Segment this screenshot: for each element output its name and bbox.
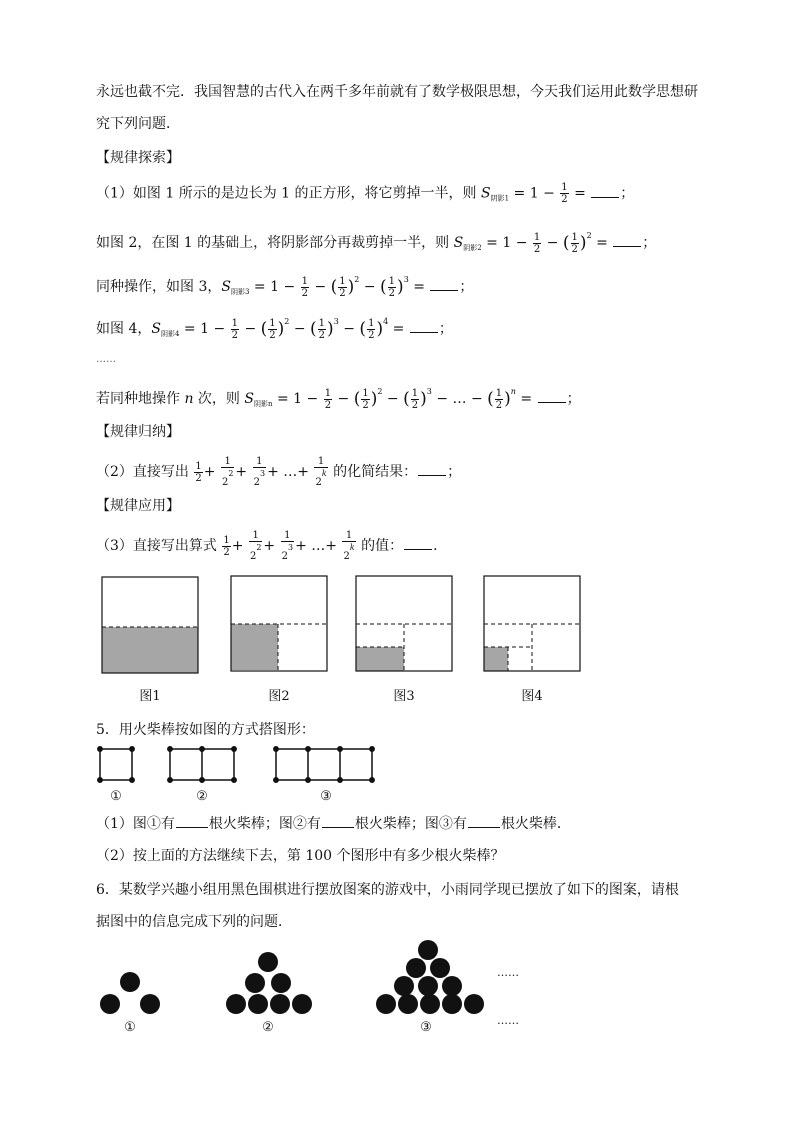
answer-blank[interactable] [176, 815, 208, 828]
more-dots-1: …… [497, 966, 519, 979]
caption-fig1: 图1 [139, 689, 161, 704]
stone-pattern-1 [100, 972, 160, 1014]
intro-line-2: 究下列问题． [96, 116, 180, 132]
stone-pattern-2 [226, 952, 312, 1014]
problem-5: 5．用火柴棒按如图的方式搭图形： [96, 722, 315, 738]
stone-label-3: ③ [420, 1020, 432, 1035]
matchstick-figure-2 [168, 747, 236, 782]
more-dots-2: …… [497, 1014, 519, 1027]
question-1a: （1）如图 1 所示的是边长为 1 的正方形，将它剪掉一半，则 $S_{阴影1} = 1$ − $\frac{1}{2}$ = ； [96, 182, 635, 205]
stone-pattern-3 [376, 940, 484, 1014]
matchstick-figure-1 [98, 747, 134, 782]
stone-label-2: ② [262, 1020, 274, 1035]
matchstick-label-3: ③ [320, 789, 332, 804]
answer-blank[interactable] [468, 815, 500, 828]
answer-blank[interactable] [322, 815, 354, 828]
question-1b: 如图 2，在图 1 的基础上，将阴影部分再裁剪掉一半，则 $S_{阴影2} = 1$ − $\frac{1}{2}$ − ( $\frac{1}{2}$ )$^2$ = ； [96, 231, 657, 255]
square-figure-2 [231, 576, 327, 671]
problem-6-line-1: 6．某数学兴趣小组用黑色围棋进行摆放图案的游戏中，小雨同学现已摆放了如下的图案，请根 [96, 882, 679, 898]
ellipsis-line: …… [96, 354, 116, 365]
square-figure-3 [356, 576, 452, 671]
square-figure-4 [484, 576, 580, 671]
matchstick-figure-3 [274, 747, 374, 782]
question-1d: 如图 4，$S_{阴影4} = 1$ − $\frac{1}{2}$ − ( $\frac{1}{2}$ )$^2$ − ( $\frac{1}{2}$ )$^3$ − ( $\frac{1}{2}$ )$^4$ = ； [96, 317, 453, 341]
square-figure-1 [102, 577, 198, 673]
heading-explore: 【规律探索】 [96, 150, 180, 166]
caption-fig2: 图2 [268, 689, 290, 704]
heading-induction: 【规律归纳】 [96, 424, 180, 440]
heading-application: 【规律应用】 [96, 498, 180, 514]
question-1e: 若同种地操作 n 次，则 $S_{阴影n} = 1$ − $\frac{1}{2}$ − ( $\frac{1}{2}$ )$^2$ − ( $\frac{1}{2}$ )$^3$ − … − ( $\frac{1}{2}$ )$^n$ = ； [96, 387, 581, 411]
question-2: （2）直接写出 $\frac{1}{2}$ + $\frac{1}{2^2}$ + $\frac{1}{2^3}$ + …+ $\frac{1}{2^k}$ 的化简结果： ； [96, 456, 462, 488]
problem-5-q2: （2）按上面的方法继续下去，第 100 个图形中有多少根火柴棒？ [96, 848, 505, 864]
matchstick-label-2: ② [196, 789, 208, 804]
problem-5-q1: （1）图①有 根火柴棒；图②有 根火柴棒；图③有 根火柴棒． [96, 816, 571, 832]
question-1c: 同种操作，如图 3，$S_{阴影3} = 1$ − $\frac{1}{2}$ − ( $\frac{1}{2}$ )$^2$ − ( $\frac{1}{2}$ )$^3$ = ； [96, 275, 474, 299]
caption-fig3: 图3 [393, 689, 415, 704]
problem-6-line-2: 据图中的信息完成下列的问题． [96, 914, 292, 930]
stone-label-1: ① [124, 1020, 136, 1035]
caption-fig4: 图4 [521, 689, 543, 704]
intro-line-1: 永远也截不完．我国智慧的古代入在两千多年前就有了数学极限思想，今天我们运用此数学思想研 [96, 84, 698, 100]
question-3: （3）直接写出算式 $\frac{1}{2}$ + $\frac{1}{2^2}$ + $\frac{1}{2^3}$ + …+ $\frac{1}{2^k}$ 的值： ． [96, 530, 448, 562]
matchstick-label-1: ① [110, 789, 122, 804]
